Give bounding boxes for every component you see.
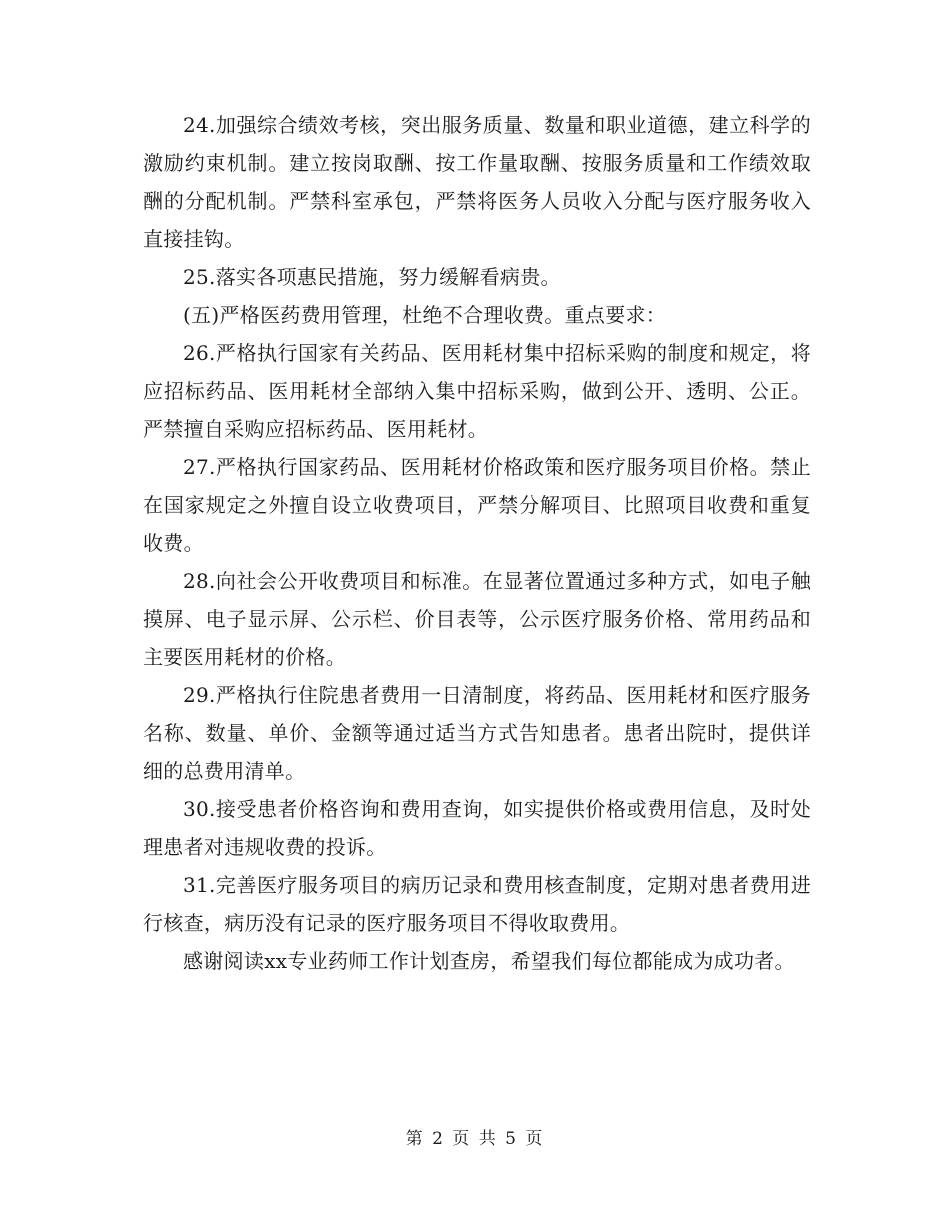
closing-paragraph: 感谢阅读xx专业药师工作计划查房，希望我们每位都能成为成功者。: [183, 949, 795, 973]
paragraph-26: 26.严格执行国家有关药品、医用耗材集中招标采购的制度和规定，将应招标药品、医用耗材全部纳入集中招标采购，做到公开、透明、公正。严禁擅自采购应招标药品、医用耗材。: [143, 341, 811, 441]
paragraph-25: 25.落实各项惠民措施，努力缓解看病贵。: [183, 265, 561, 289]
paragraph-24: 24.加强综合绩效考核，突出服务质量、数量和职业道德，建立科学的激励约束机制。建立按岗取酬、按工作量取酬、按服务质量和工作绩效取酬的分配机制。严禁科室承包，严禁将医务人员收入分配与医疗服务收入直接挂钩。: [143, 113, 811, 251]
paragraph-30: 30.接受患者价格咨询和费用查询，如实提供价格或费用信息，及时处理患者对违规收费的投诉。: [143, 797, 811, 859]
page-number-footer: 第 2 页 共 5 页: [405, 1129, 545, 1149]
paragraph-31: 31.完善医疗服务项目的病历记录和费用核查制度，定期对患者费用进行核查，病历没有记录的医疗服务项目不得收取费用。: [143, 873, 811, 935]
paragraph-29: 29.严格执行住院患者费用一日清制度，将药品、医用耗材和医疗服务名称、数量、单价、金额等通过适当方式告知患者。患者出院时，提供详细的总费用清单。: [143, 683, 811, 783]
paragraph-28: 28.向社会公开收费项目和标准。在显著位置通过多种方式，如电子触摸屏、电子显示屏、公示栏、价目表等，公示医疗服务价格、常用药品和主要医用耗材的价格。: [143, 569, 811, 669]
paragraph-27: 27.严格执行国家药品、医用耗材价格政策和医疗服务项目价格。禁止在国家规定之外擅自设立收费项目，严禁分解项目、比照项目收费和重复收费。: [143, 455, 811, 555]
section-heading-5: (五)严格医药费用管理，杜绝不合理收费。重点要求：: [183, 303, 667, 327]
document-body: [143, 106, 811, 980]
